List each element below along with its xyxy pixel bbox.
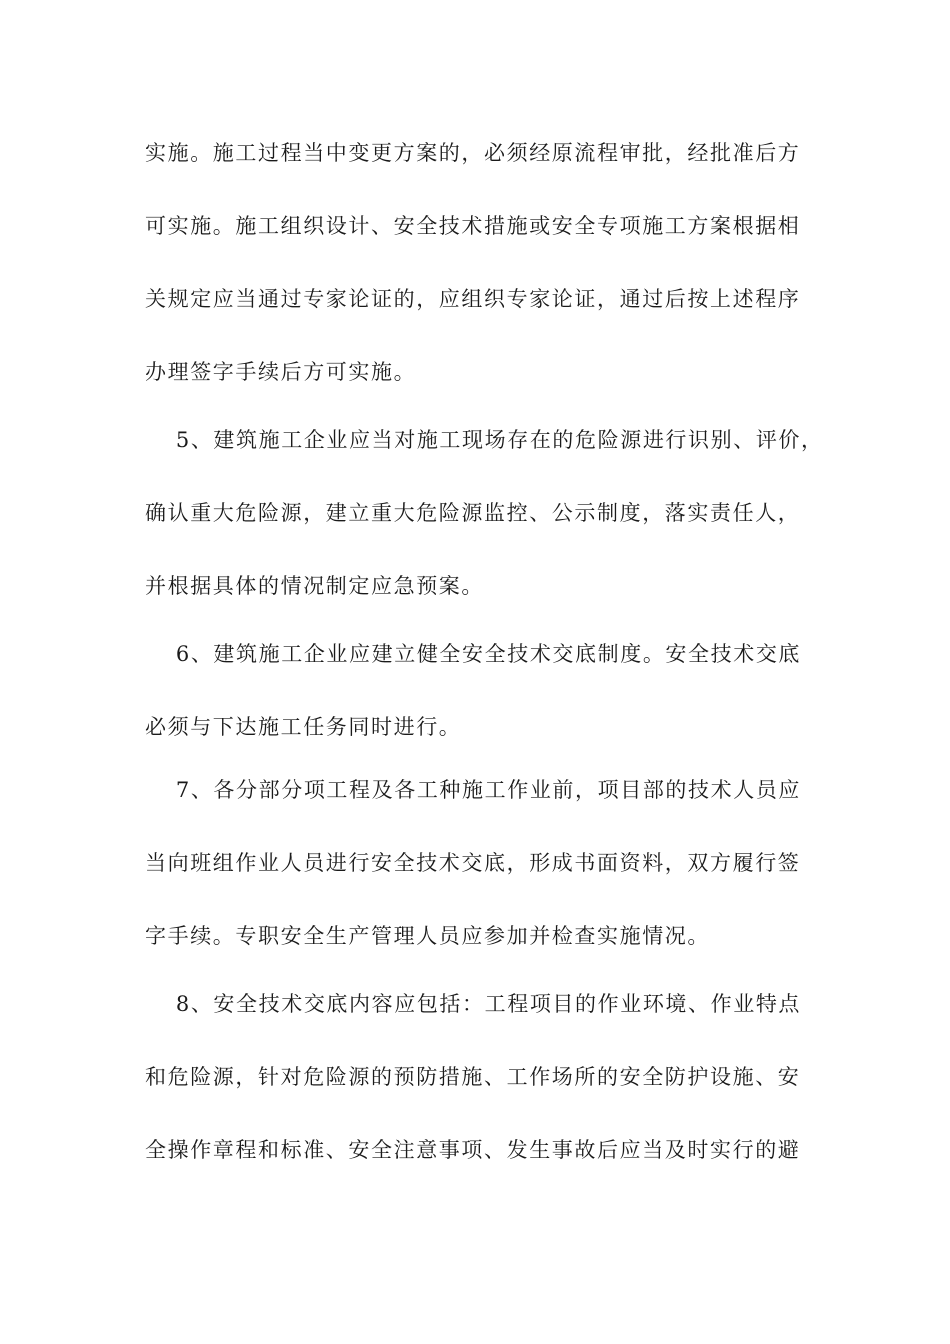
text-line: 和危险源，针对危险源的预防措施、工作场所的安全防护设施、安 [145,1065,801,1089]
text-line: 必须与下达施工任务同时进行。 [145,715,462,739]
text-line: 实施。施工过程当中变更方案的，必须经原流程审批，经批准后方 [145,141,801,165]
text-line: 当向班组作业人员进行安全技术交底，形成书面资料，双方履行签 [145,851,801,875]
text-line: 关规定应当通过专家论证的，应组织专家论证，通过后按上述程序 [145,287,801,311]
paragraph-8-line: 8、安全技术交底内容应包括：工程项目的作业环境、作业特点 [145,992,802,1016]
paragraph-7-line: 7、各分部分项工程及各工种施工作业前，项目部的技术人员应 [145,778,802,802]
text-line: 全操作章程和标准、安全注意事项、发生事故后应当及时实行的避 [145,1138,801,1162]
text-line: 确认重大危险源，建立重大危险源监控、公示制度，落实责任人， [145,501,801,525]
text-line: 可实施。施工组织设计、安全技术措施或安全专项施工方案根据相 [145,214,801,238]
text-line: 并根据具体的情况制定应急预案。 [145,574,484,598]
paragraph-5-line: 5、建筑施工企业应当对施工现场存在的危险源进行识别、评价， [145,428,824,452]
text-line: 字手续。专职安全生产管理人员应参加并检查实施情况。 [145,924,710,948]
text-line: 办理签字手续后方可实施。 [145,360,417,384]
paragraph-6-line: 6、建筑施工企业应建立健全安全技术交底制度。安全技术交底 [145,642,802,666]
